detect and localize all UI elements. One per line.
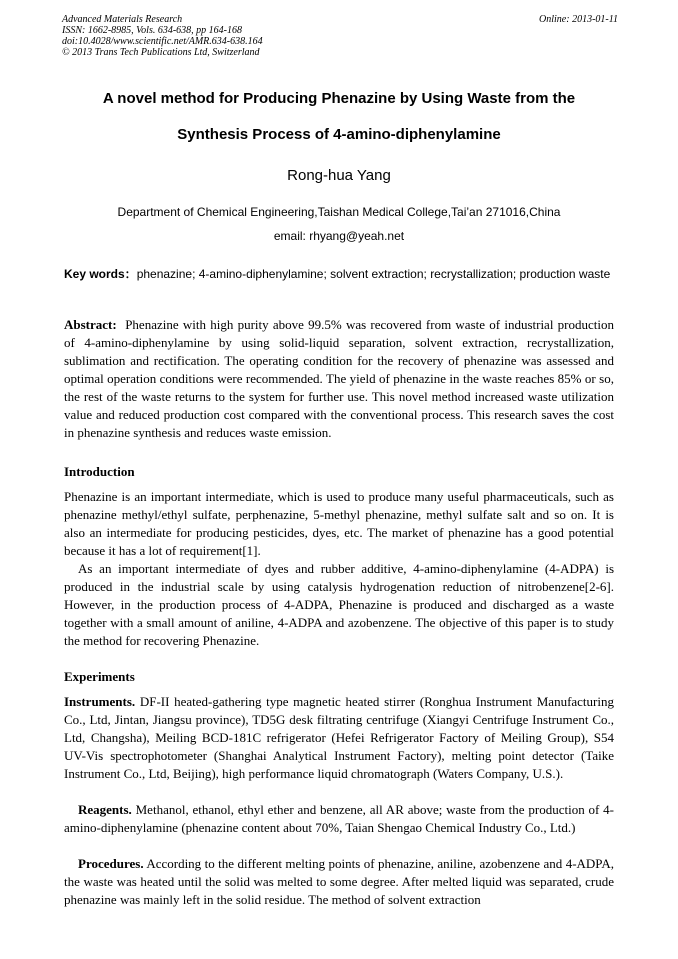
abstract-label: Abstract: bbox=[64, 317, 117, 332]
journal-name: Advanced Materials Research bbox=[62, 14, 183, 25]
journal-header bbox=[62, 14, 618, 58]
author-email[interactable]: email: rhyang@yeah.net bbox=[273, 229, 405, 243]
abstract bbox=[64, 316, 614, 442]
issn-line: ISSN: 1662-8985, Vols. 634-638, pp 164-168 bbox=[62, 25, 242, 36]
introduction-paragraph-1: Phenazine is an important intermediate, which is used to produce many useful pharmaceuticals, such as phenazine methyl/ethyl sulfate, perphenazine, 5-methyl phenazine, methyl sulfate salt and so on. It is also an intermediate for producing pesticides, dyes, etc. The market of phenazine has a good potential because it has a lot of requirement[1]. bbox=[64, 489, 614, 558]
procedures-label: Procedures. bbox=[78, 856, 144, 871]
copyright-line: © 2013 Trans Tech Publications Ltd, Switzerland bbox=[62, 47, 260, 58]
experiments-heading: Experiments bbox=[64, 669, 135, 684]
introduction-paragraph-2: As an important intermediate of dyes and rubber additive, 4-amino-diphenylamine (4-ADPA) is produced in the industrial scale by using catalysis hydrogenation reduction of nitrobenzene[2-6]. However, in the production process of 4-ADPA, Phenazine is produced and discharged as a waste together with a small amount of aniline, 4-ADPA and azobenzene. The objective of this paper is to study the method for recovering Phenazine. bbox=[64, 561, 614, 648]
procedures-text: According to the different melting points of phenazine, aniline, azobenzene and 4-ADPA, the waste was heated until the solid was melted to some degree. After melted liquid was separated, crude phenazine was mainly left in the solid residue. The method of solvent extraction bbox=[64, 856, 614, 907]
procedures-paragraph bbox=[64, 855, 614, 909]
instruments-label: Instruments. bbox=[64, 694, 136, 709]
reagents-text: Methanol, ethanol, ethyl ether and benzene, all AR above; waste from the production of 4-amino-diphenylamine (phenazine content about 70%, Taian Shengao Chemical Industry Co., Ltd.) bbox=[64, 802, 614, 835]
online-date: Online: 2013-01-11 bbox=[539, 14, 618, 25]
keywords-label: Key words： bbox=[64, 267, 137, 281]
abstract-text: Phenazine with high purity above 99.5% was recovered from waste of industrial production of 4-amino-diphenylamine by using solid-liquid separation, solvent extraction, recrystallization, sublimation and rectification. The operating condition for the recovery of phenazine was assessed and optimal operation conditions were recommended. The yield of phenazine in the waste reaches 85% or so, the rest of the waste returns to the system for further use. This novel method increased waste utilization value and reduced production cost compared with the conventional process. This research saves the cost in phenazine synthesis and reduces waste emission. bbox=[64, 317, 614, 440]
instruments-paragraph bbox=[64, 693, 614, 783]
doi-line[interactable]: doi:10.4028/www.scientific.net/AMR.634-638.164 bbox=[62, 36, 263, 47]
paper-title-line-2: Synthesis Process of 4-amino-diphenylamine bbox=[177, 126, 501, 143]
author-name: Rong-hua Yang bbox=[287, 167, 391, 184]
paper-title-line-1: A novel method for Producing Phenazine by Using Waste from the bbox=[102, 90, 576, 107]
reagents-label: Reagents. bbox=[78, 802, 132, 817]
instruments-text: DF-II heated-gathering type magnetic heated stirrer (Ronghua Instrument Manufacturing Co., Ltd, Jintan, Jiangsu province), TD5G desk filtrating centrifuge (Xiangyi Centrifuge Instrument Co., Ltd, Changsha), Meiling BCD-181C refrigerator (Hefei Refrigerator Factory of Meiling Group), S54 UV-Vis spectrophotometer (Shanghai Analytical Instrument Factory), melting point detector (Taike Instrument Co., Ltd, Beijing), high performance liquid chromatograph (Waters Company, U.S.). bbox=[64, 694, 614, 781]
keywords-text: phenazine; 4-amino-diphenylamine; solvent extraction; recrystallization; production waste bbox=[136, 267, 611, 281]
author-affiliation: Department of Chemical Engineering,Taishan Medical College,Tai’an 271016,China bbox=[117, 205, 561, 219]
introduction-heading: Introduction bbox=[64, 464, 135, 479]
reagents-paragraph bbox=[64, 801, 614, 837]
keywords bbox=[64, 265, 614, 283]
